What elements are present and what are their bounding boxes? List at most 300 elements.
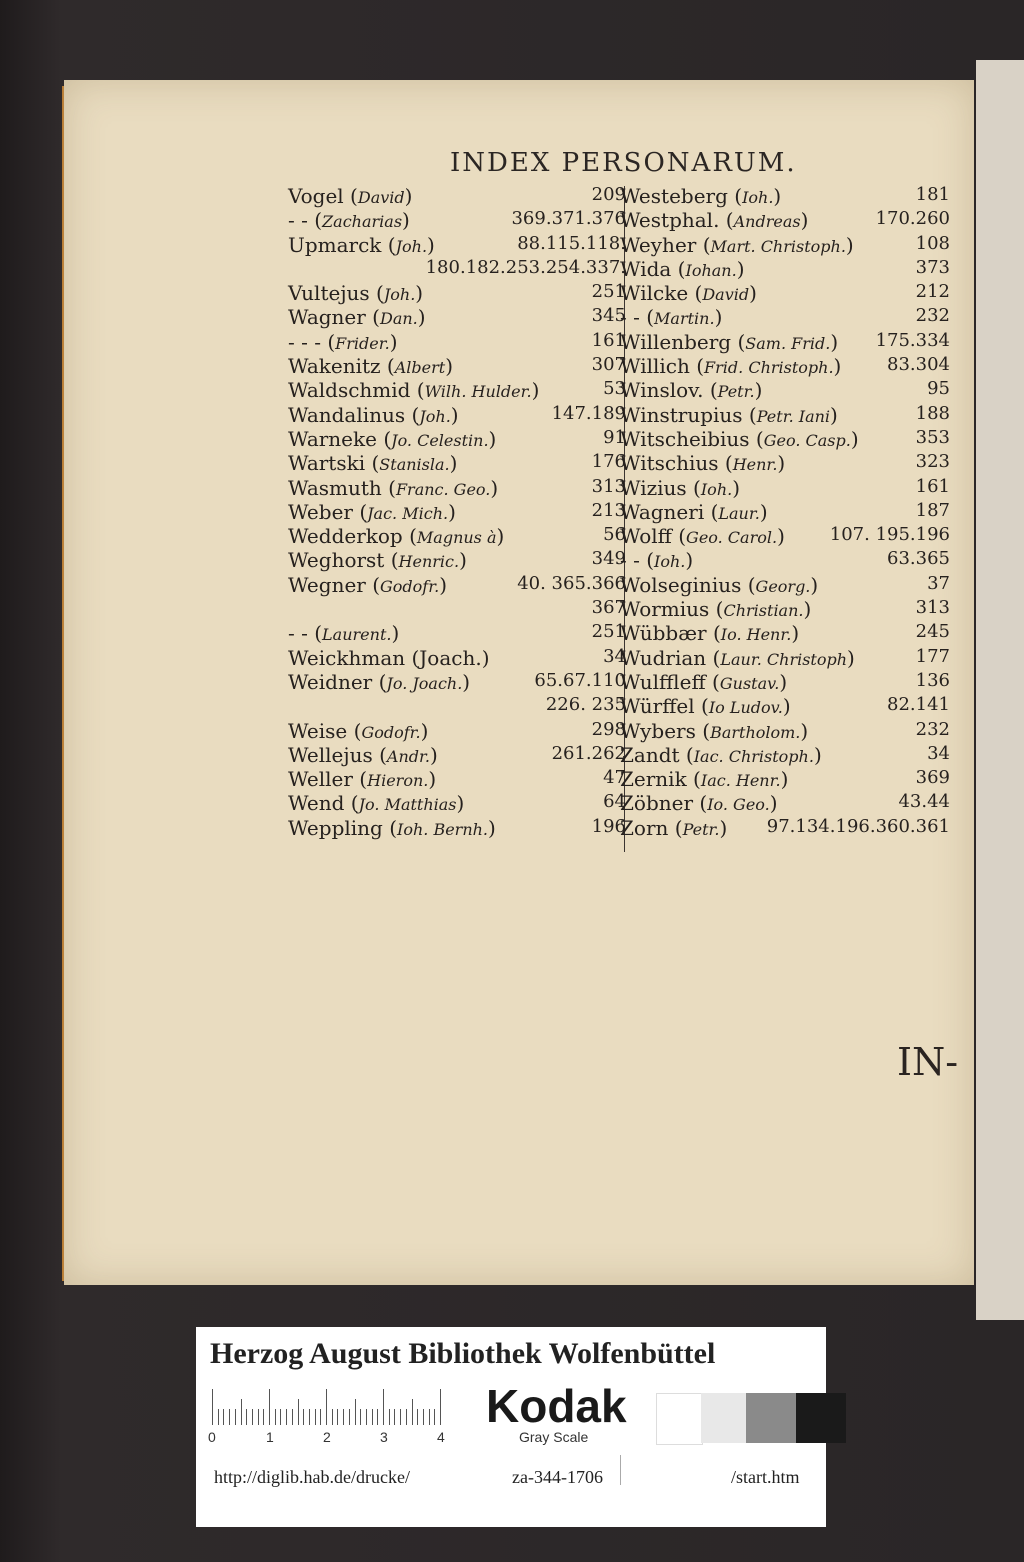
entry-name: Zernik (Iac. Henr.) [620,767,789,792]
entry-name: - - (Laurent.) [288,621,400,646]
entry-surname: - - [288,621,308,646]
entry-surname: Weickhman (Joach.) [288,645,490,670]
entry-name: Weller (Hieron.) [288,767,437,792]
entry-name: Westphal. (Andreas) [620,208,809,233]
entry-pages: 37 [927,572,950,594]
entry-surname: Waldschmid [288,378,411,403]
ruler-tick [280,1409,281,1425]
index-entry [620,427,950,451]
entry-given-name: Georg. [755,576,811,596]
index-entry [620,597,950,621]
entry-name: Upmarck (Joh.) [288,232,435,257]
ruler-number-2: 2 [323,1429,331,1445]
entry-surname: Zorn [620,815,669,840]
start-path: /start.htm [731,1467,800,1487]
ruler-tick [309,1409,310,1425]
entry-pages: 47 [603,767,626,789]
index-entry [620,281,950,305]
entry-name: Willenberg (Sam. Frid.) [620,329,839,354]
entry-surname: Wegner [288,572,366,597]
ruler-tick [406,1409,407,1425]
index-entry [620,791,950,815]
entry-name: Wandalinus (Joh.) [288,402,459,427]
ruler-tick [332,1409,333,1425]
entry-given-name: David [357,188,405,207]
entry-given-name: Hieron. [367,771,429,791]
entry-pages: 226. 235 [545,694,626,716]
entry-given-name: Jac. Mich. [367,503,449,523]
entry-given-name: Petr. [682,819,720,839]
index-entry [288,305,626,329]
ruler-tick [366,1409,367,1425]
entry-pages: 369 [915,767,950,789]
entry-name: Wolseginius (Georg.) [620,572,819,597]
entry-surname: Weidner [288,669,373,694]
entry-pages: 213 [591,499,626,521]
measurement-ruler [212,1387,467,1425]
entry-name: Wagner (Dan.) [288,305,426,330]
entry-pages: 232 [915,305,950,327]
entry-given-name: Frider. [335,333,390,353]
entry-given-name: Iohan. [685,260,737,280]
index-entry [288,646,626,670]
entry-name: Wida (Iohan.) [620,256,745,281]
entry-pages: 369.371.376 [511,208,626,230]
entry-given-name: Joh. [395,236,428,256]
entry-pages: 43.44 [898,791,950,813]
entry-surname: Weppling [288,815,383,840]
entry-surname: Warneke [288,426,377,451]
entry-given-name: Io Ludov. [708,698,783,718]
index-entry [620,305,950,329]
ruler-number-1: 1 [266,1429,274,1445]
index-entry [288,500,626,524]
entry-given-name: Ioh. [700,479,733,499]
entry-name: - - (Ioh.) [620,548,694,573]
entry-name: Winslov. (Petr.) [620,378,763,403]
index-entry [288,184,626,208]
kodak-logo: Kodak [486,1380,627,1432]
entry-name: Wudrian (Laur. Christoph) [620,645,855,670]
entry-pages: 34 [927,742,950,764]
ruler-tick [400,1409,401,1425]
entry-name: Zorn (Petr.) [620,815,728,840]
entry-pages: 40. 365.366 [517,572,626,594]
entry-given-name: Iac. Christoph. [693,746,814,766]
index-entry [288,233,626,257]
entry-pages: 367 [591,597,626,619]
entry-surname: Wolff [620,524,672,549]
entry-pages: 307 [591,354,626,376]
digital-library-url: http://diglib.hab.de/drucke/ [214,1467,410,1487]
entry-surname: - - - [288,329,321,354]
index-entry [620,451,950,475]
index-entry [620,403,950,427]
entry-name: Wellejus (Andr.) [288,742,438,767]
entry-given-name: Jo. Celestin. [391,430,489,450]
entry-name: Willich (Frid. Christoph.) [620,354,842,379]
archive-label-card [196,1327,826,1527]
entry-surname: Zandt [620,742,680,767]
index-entry [288,476,626,500]
ruler-tick [286,1409,287,1425]
ruler-tick [218,1409,219,1425]
entry-given-name: Stanisla. [379,455,450,475]
index-entry [288,816,626,840]
entry-surname: Wida [620,256,672,281]
index-entry [288,670,626,694]
entry-name [288,646,490,670]
entry-pages: 107. 195.196 [829,524,950,546]
ruler-tick [349,1409,350,1425]
entry-surname: Willenberg [620,329,732,354]
library-name: Herzog August Bibliothek Wolfenbüttel [210,1337,716,1370]
ruler-tick [275,1409,276,1425]
ruler-tick [292,1409,293,1425]
entry-pages: 170.260 [875,208,950,230]
entry-given-name: Franc. Geo. [395,479,491,499]
entry-surname: Westeberg [620,184,728,208]
entry-surname: Weghorst [288,548,385,573]
entry-surname: Wizius [620,475,687,500]
entry-surname: Wybers [620,718,696,743]
entry-pages: 323 [915,451,950,473]
entry-surname: Wulffleff [620,669,706,694]
entry-pages: 161 [915,475,950,497]
index-entry [288,378,626,402]
entry-name: Wend (Jo. Matthias) [288,791,465,816]
entry-surname: Winstrupius [620,402,743,427]
entry-surname: Wolseginius [620,572,742,597]
entry-name: Winstrupius (Petr. Iani) [620,402,838,427]
entry-surname: Wudrian [620,645,707,670]
index-entry [620,330,950,354]
entry-name: Wasmuth (Franc. Geo.) [288,475,499,500]
entry-given-name: Ioh. [654,552,686,572]
entry-given-name: David [702,285,750,305]
entry-name: Weyher (Mart. Christoph.) [620,232,854,257]
entry-pages: 313 [591,475,626,497]
entry-name: Wegner (Godofr.) [288,572,448,597]
index-entry [288,257,626,281]
entry-surname: Weyher [620,232,697,257]
ruler-tick [372,1409,373,1425]
entry-given-name: Albert [394,358,446,378]
index-entry [620,257,950,281]
ruler-tick [246,1409,247,1425]
shelfmark: za-344-1706 [512,1467,603,1487]
entry-surname: Wandalinus [288,402,406,427]
index-entry [288,597,626,621]
index-entry [620,573,950,597]
ruler-tick [252,1409,253,1425]
entry-surname: Vogel [288,184,344,208]
index-entry [288,281,626,305]
entry-name: Weppling (Ioh. Bernh.) [288,815,496,840]
entry-given-name: Godofr. [361,722,421,742]
entry-surname: Wakenitz [288,354,381,379]
gray-scale-label: Gray Scale [519,1429,589,1445]
ruler-tick [235,1409,236,1425]
index-entry [288,791,626,815]
entry-given-name: Zacharias [322,212,403,232]
ruler-tick [383,1389,384,1425]
entry-surname: Vultejus [288,281,370,306]
ruler-tick [315,1409,316,1425]
gray-swatch [701,1393,746,1443]
ruler-tick [241,1399,242,1425]
entry-pages: 83.304 [887,354,950,376]
entry-pages: 91 [603,426,626,448]
entry-pages: 349 [591,548,626,570]
entry-pages: 108 [915,232,950,254]
index-entry [288,524,626,548]
ruler-number-4: 4 [437,1429,445,1445]
ruler-tick [229,1409,230,1425]
index-entry [288,621,626,645]
index-column-left [288,184,626,840]
index-entry [288,743,626,767]
entry-given-name: Mart. Christoph. [710,236,846,256]
entry-given-name: Joh. [419,406,451,426]
entry-name: Warneke (Jo. Celestin.) [288,426,497,451]
index-entry [620,378,950,402]
entry-name: Wübbær (Io. Henr.) [620,621,800,646]
entry-name: Westeberg (Ioh.) [620,184,782,208]
index-column-right [620,184,950,840]
entry-surname: Willich [620,354,690,379]
index-entry [620,524,950,548]
index-entry [620,233,950,257]
entry-pages: 313 [915,597,950,619]
index-entry [620,670,950,694]
entry-given-name: Jo. Joach. [386,673,463,693]
index-entry [620,476,950,500]
index-entry [288,573,626,597]
entry-pages: 53 [603,378,626,400]
entry-surname: Upmarck [288,232,382,257]
page-title: INDEX PERSONARUM. [450,148,797,178]
entry-given-name: Martin. [654,309,715,329]
entry-given-name: Io. Geo. [707,795,770,815]
index-entry [288,719,626,743]
entry-given-name: Magnus à [416,528,497,548]
index-entry [288,451,626,475]
entry-given-name: Ioh. Bernh. [397,819,489,839]
entry-pages: 175.334 [875,329,950,351]
entry-pages: 176 [591,451,626,473]
entry-given-name: Henr. [732,455,778,475]
entry-name: - - - (Frider.) [288,329,398,354]
entry-name: Waldschmid (Wilh. Hulder.) [288,378,540,403]
entry-pages: 187 [915,499,950,521]
entry-name: Wormius (Christian.) [620,597,812,622]
entry-given-name: Joh. [383,285,416,305]
entry-surname: Westphal. [620,208,720,233]
entry-name: Wybers (Bartholom.) [620,718,809,743]
catchword: IN- [897,1040,959,1084]
ruler-tick [360,1409,361,1425]
index-entry [620,743,950,767]
ruler-tick [434,1409,435,1425]
ruler-tick [394,1409,395,1425]
entry-pages: 34 [603,645,626,667]
entry-pages: 180.182.253.254.337. [425,256,626,278]
entry-given-name: Andr. [386,746,430,766]
index-entry [620,694,950,718]
index-entry [620,816,950,840]
ruler-tick [440,1389,441,1425]
entry-pages: 82.141 [887,694,950,716]
index-entry [620,548,950,572]
entry-given-name: Petr. Iani [756,406,831,426]
ruler-tick [343,1409,344,1425]
entry-given-name: Henric. [398,552,460,572]
gray-swatch [796,1393,846,1443]
ruler-tick [377,1409,378,1425]
gray-swatch [746,1393,796,1443]
ruler-tick [429,1409,430,1425]
entry-surname: - - [620,548,640,573]
ruler-tick [417,1409,418,1425]
entry-pages: 245 [915,621,950,643]
entry-pages: 65.67.110 [534,669,626,691]
entry-surname: Weller [288,767,353,792]
index-entry [620,621,950,645]
index-entry [288,767,626,791]
index-entry [288,548,626,572]
entry-given-name: Ioh. [742,188,774,207]
ruler-tick [212,1389,213,1425]
entry-given-name: Gustav. [719,673,780,693]
index-entry [288,330,626,354]
entry-name: Wakenitz (Albert) [288,354,454,379]
ruler-tick [423,1409,424,1425]
entry-pages: 251 [591,281,626,303]
entry-name: Vultejus (Joh.) [288,281,424,306]
ruler-tick [258,1409,259,1425]
index-entry [288,403,626,427]
entry-given-name: Bartholom. [710,722,801,742]
entry-name: Vogel (David) [288,184,413,208]
entry-pages: 209 [591,184,626,205]
entry-name: Weghorst (Henric.) [288,548,467,573]
entry-pages: 161 [591,329,626,351]
entry-pages: 298 [591,718,626,740]
index-entry [620,208,950,232]
entry-pages: 95 [927,378,950,400]
entry-pages: 177 [915,645,950,667]
entry-surname: Wormius [620,597,710,622]
entry-given-name: Iac. Henr. [700,771,781,791]
entry-given-name: Io. Henr. [720,625,792,645]
entry-name: Zöbner (Io. Geo.) [620,791,778,816]
ruler-tick [269,1389,270,1425]
gray-swatch [656,1393,703,1445]
entry-given-name: Geo. Carol. [686,528,778,548]
entry-surname: Wend [288,791,345,816]
entry-name: - - (Martin.) [620,305,723,330]
entry-given-name: Wilh. Hulder. [424,382,532,402]
entry-given-name: Laurent. [322,625,392,645]
entry-name: Wulffleff (Gustav.) [620,669,788,694]
index-entry [620,719,950,743]
entry-pages: 345 [591,305,626,327]
entry-given-name: Dan. [380,309,418,329]
entry-surname: Wagner [288,305,366,330]
ruler-tick [389,1409,390,1425]
entry-surname: Wübbær [620,621,707,646]
entry-pages: 97.134.196.360.361 [766,815,950,837]
entry-given-name: Petr. [717,382,755,402]
entry-name: Wolff (Geo. Carol.) [620,524,785,549]
entry-given-name: Christian. [723,601,804,621]
index-entry [288,208,626,232]
entry-given-name: Laur. [718,503,760,523]
entry-name: Wagneri (Laur.) [620,499,768,524]
entry-surname: Witscheibius [620,426,750,451]
entry-name: Würffel (Io Ludov.) [620,694,791,719]
entry-surname: Würffel [620,694,695,719]
entry-pages: 64 [603,791,626,813]
entry-surname: Witschius [620,451,719,476]
entry-surname: Wedderkop [288,524,403,549]
index-entry [288,427,626,451]
entry-surname: Weise [288,718,348,743]
entry-pages: 88.115.118. [517,232,626,254]
entry-name: Weise (Godofr.) [288,718,429,743]
ruler-tick [303,1409,304,1425]
ruler-number-0: 0 [208,1429,216,1445]
entry-given-name: Laur. Christoph [720,649,848,669]
entry-surname: Zöbner [620,791,694,816]
entry-name: Zandt (Iac. Christoph.) [620,742,822,767]
entry-pages: 251 [591,621,626,643]
entry-pages: 196 [591,815,626,837]
entry-surname: Wasmuth [288,475,382,500]
entry-pages: 373 [915,256,950,278]
entry-given-name: Godofr. [380,576,440,596]
entry-pages: 212 [915,281,950,303]
entry-pages: 353 [915,426,950,448]
adjacent-page-edge [976,60,1024,1320]
entry-name: Weber (Jac. Mich.) [288,499,456,524]
entry-name: Wartski (Stanisla.) [288,451,458,476]
ruler-tick [326,1389,327,1425]
index-entry [288,354,626,378]
entry-name: Witschius (Henr.) [620,451,786,476]
index-entry [620,354,950,378]
entry-pages: 261.262 [551,742,626,764]
index-entry [620,646,950,670]
ruler-tick [337,1409,338,1425]
entry-pages: 136 [915,669,950,691]
entry-surname: Winslov. [620,378,704,403]
entry-name: - - (Zacharias) [288,208,410,233]
entry-surname: Wilcke [620,281,689,306]
entry-pages: 181 [915,184,950,205]
entry-name: Weidner (Jo. Joach.) [288,669,471,694]
entry-given-name: Jo. Matthias [358,795,457,815]
ruler-tick [355,1399,356,1425]
entry-name: Witscheibius (Geo. Casp.) [620,426,859,451]
entry-given-name: Frid. Christoph. [704,358,834,378]
entry-surname: Weber [288,499,353,524]
ruler-tick [412,1399,413,1425]
entry-surname: Wellejus [288,742,373,767]
entry-surname: - - [620,305,640,330]
index-entry [620,767,950,791]
